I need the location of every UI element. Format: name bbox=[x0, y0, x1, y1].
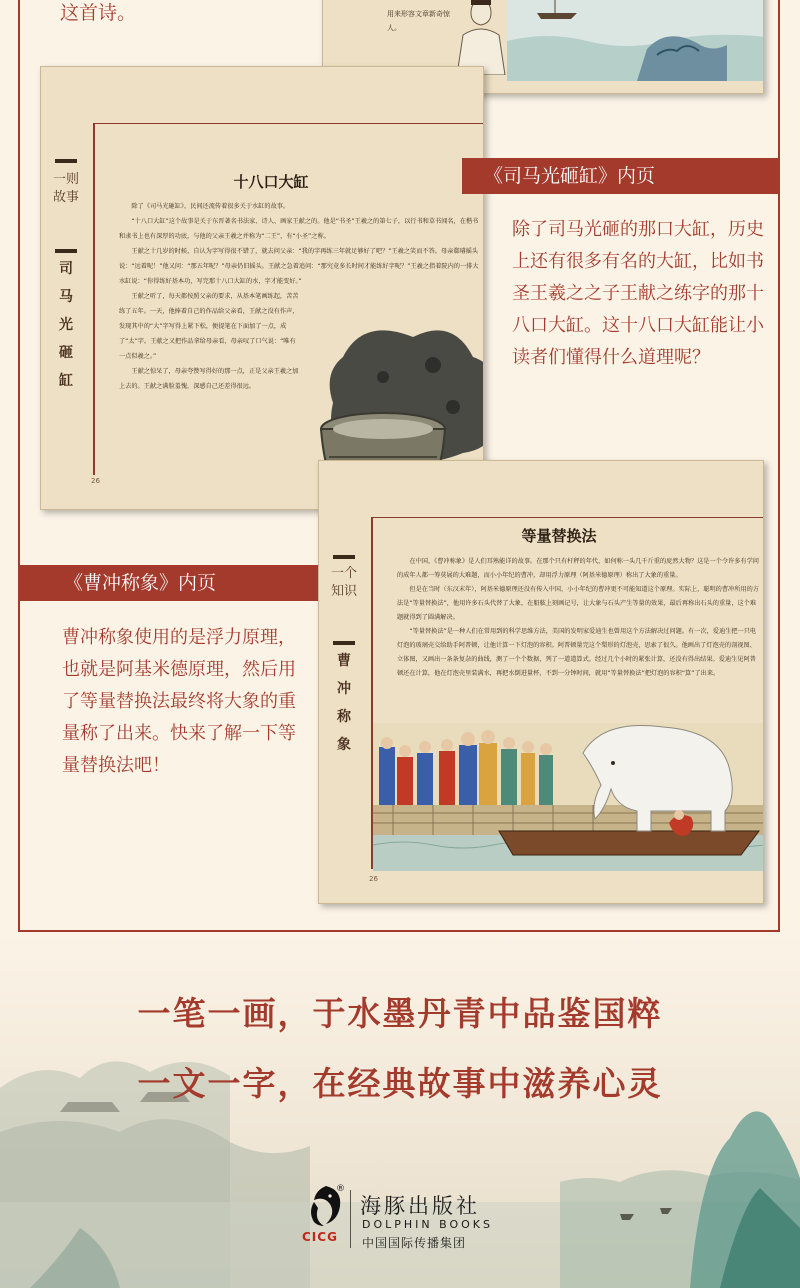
page-number: 26 bbox=[369, 875, 378, 883]
book-page-sima-guang bbox=[40, 66, 484, 510]
sea-landscape-illustration bbox=[507, 0, 764, 81]
description-sima-guang: 除了司马光砸的那口大缸，历史上还有很多有名的大缸，比如书圣王羲之之子王献之练字的那十八口大缸。这十八口大缸能让小读者们懂得什么道理呢？ bbox=[512, 219, 764, 368]
paragraph: “等量替换法”是一种人们在常用到的科学思维方法，美国的发明家爱迪生也曾用这个方法解决过问题。有一次，爱迪生把一只电灯泡的玻璃壳交给助手阿普顿，让他计算一下灯泡的容积。阿普顿量完这个梨形的灯泡壳，思索了很久。他画出了灯泡壳的剖视图、立体图，又画出一条条复杂的曲线，测了一个个数据，列了一道道算式。经过几个小时的紧张计算，还没有得出结果。爱迪生见阿普顿还在计算，他在灯泡壳里装满水，再把水倒进量杯，不到一分钟时间，就用“等量替换法”把灯泡的容积“算”了出来。 bbox=[397, 628, 757, 677]
paragraph: 王献之听了，每天都按照父亲的要求，从基本笔画练起，苦苦练了五年。一天，他捧着自己的作品给父亲看，王献之没有作声，发现其中的“大”字写得上紧下松，便提笔在下面加了一点，成了“太”字。王献之又把作品拿给母亲看，母亲叹了口气说：“唯有一点似羲之。” bbox=[119, 293, 299, 360]
book-page-cao-chong bbox=[318, 460, 764, 904]
side-bar-top bbox=[55, 159, 77, 163]
paragraph: 王献之十几岁的时候，自认为字写得很不错了，就去问父亲：“我的字再练三年就足够好了吧？”王羲之笑而不答。母亲郗璿摇头说：“远着呢！”他又问：“那五年呢？”母亲仍旧摇头。王献之急着追问：“那究竟多长时间才能练好字呢？”王羲之指着院内的一排大水缸说：“你得练好基本功，写完那十八口大缸的水，字才能变好。” bbox=[119, 248, 479, 285]
side-bar-mid bbox=[55, 249, 77, 253]
publisher-group: 中国国际传播集团 bbox=[362, 1236, 467, 1250]
top-page-caption: 用来形容文章新奇惊人。 bbox=[387, 10, 450, 32]
page-body bbox=[397, 555, 759, 681]
paragraph: 王献之惊呆了，母亲夸赞写得好的那一点，正是父亲王羲之加上去的。王献之满脸羞愧，深感自己还差得很远。 bbox=[119, 368, 299, 390]
side-story-title: 曹冲称象 bbox=[337, 653, 351, 753]
caption-band-label: 《曹冲称象》内页 bbox=[64, 572, 217, 594]
weighing-elephant-illustration bbox=[373, 723, 764, 871]
slogan-line-2: 一文一字，在经典故事中滋养心灵 bbox=[137, 1064, 663, 1103]
paragraph: 但是在当时（东汉末年），阿基米德原理还没有传入中国，小小年纪的曹冲更不可能知道这个原理。实际上，聪明的曹冲所用的方法是“等量替换法”，他用许多石头代替了大象，在船舷上刻画记号，让大象与石头产生等量的效果，最后再称出石头的重量，这个难题就得到了圆满解决。 bbox=[397, 586, 759, 621]
caption-band-cao-chong bbox=[20, 565, 318, 601]
caption-band-sima-guang bbox=[462, 158, 780, 194]
intro-text: 这首诗。 bbox=[60, 2, 137, 24]
side-category: 一个知识 bbox=[331, 566, 358, 599]
slogan-line-1: 一笔一画，于水墨丹青中品鉴国粹 bbox=[137, 994, 663, 1033]
publisher-name-en: DOLPHIN BOOKS bbox=[362, 1218, 493, 1231]
paragraph: “十八口大缸”这个故事是关于东晋著名书法家、诗人、画家王献之的。他是“书圣”王羲之的第七子，以行书和草书闻名，在楷书和隶书上也有深厚的功底，与他的父亲王羲之并称为“二王”，有“小圣”之称。 bbox=[119, 218, 479, 240]
paragraph: 除了《司马光砸缸》，民间还流传着很多关于水缸的故事。 bbox=[131, 203, 290, 210]
side-bar-top bbox=[333, 555, 355, 559]
logo-divider bbox=[350, 1190, 351, 1248]
bottom-banner bbox=[0, 932, 800, 1288]
page-heading: 十八口大缸 bbox=[233, 173, 309, 191]
paragraph: 在中国，《曹冲称象》是人们耳熟能详的故事。在那个只有杆秤的年代，如何称一头几千斤重的庞然大物？这是一个令许多有学问的成年人都一筹莫展的大难题，而小小年纪的曹冲，却用浮力原理（阿基米德原理）称出了大象的重量。 bbox=[397, 558, 759, 579]
cicg-logo: CICG bbox=[302, 1230, 338, 1244]
registered-mark: ® bbox=[336, 1184, 345, 1194]
page-heading: 等量替换法 bbox=[521, 527, 597, 545]
side-story-title: 司马光砸缸 bbox=[59, 261, 73, 389]
publisher-name-cn: 海豚出版社 bbox=[360, 1194, 480, 1218]
page-number: 26 bbox=[91, 477, 100, 485]
caption-band-label: 《司马光砸缸》内页 bbox=[484, 165, 656, 187]
side-bar-mid bbox=[333, 641, 355, 645]
description-cao-chong: 曹冲称象使用的是浮力原理，也就是阿基米德原理，然后用了等量替换法最终将大象的重量称了出来。快来了解一下等量替换法吧！ bbox=[62, 627, 296, 776]
side-category: 一则故事 bbox=[53, 172, 80, 205]
